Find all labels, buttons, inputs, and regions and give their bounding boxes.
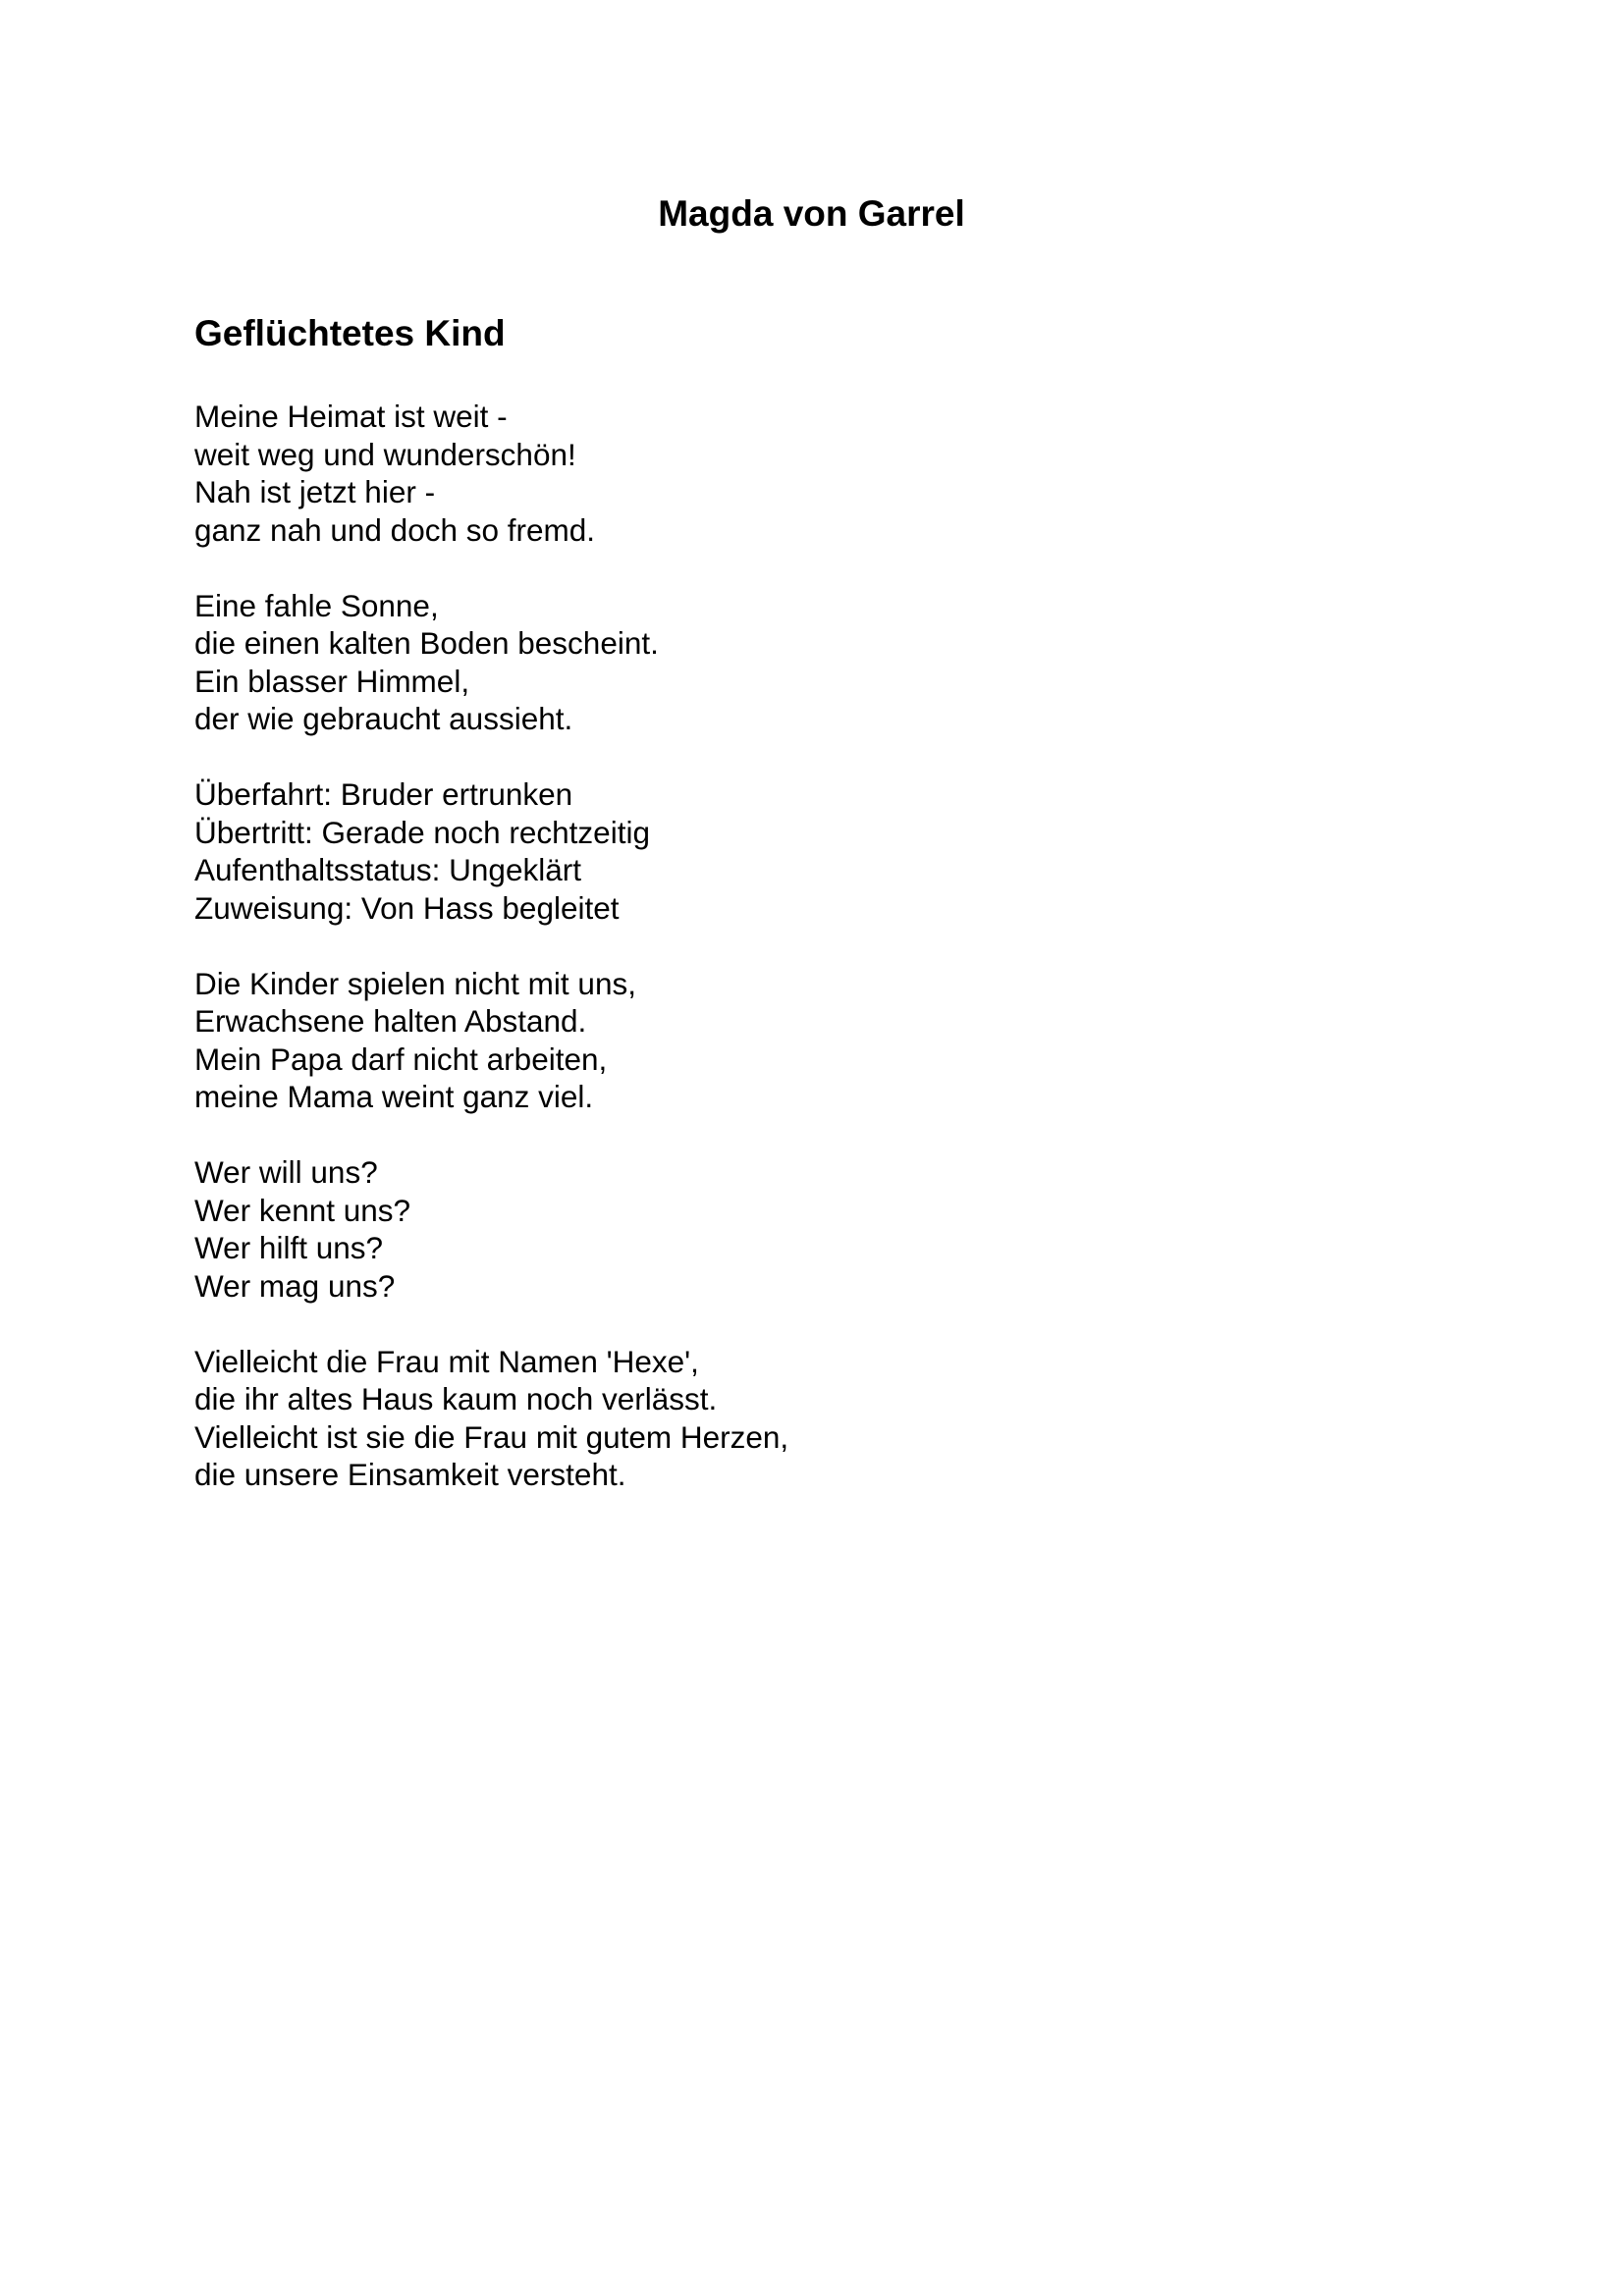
poem-line: Überfahrt: Bruder ertrunken [194,776,573,812]
stanza-3 [194,775,1471,927]
poem-line: ganz nah und doch so fremd. [194,511,596,548]
poem-line: der wie gebraucht aussieht. [194,701,573,736]
poem-line: Nah ist jetzt hier - [194,474,436,509]
poem-line: Erwachsene halten Abstand. [194,1003,587,1039]
poem-line: Meine Heimat ist weit - [194,399,508,434]
poem-body [194,398,1471,1531]
poem-title: Geflüchtetes Kind [194,313,506,353]
author-name: Magda von Garrel [658,193,965,234]
poem-line: Eine fahle Sonne, [194,587,439,623]
poem-line: Wer hilft uns? [194,1230,383,1265]
poem-line: die einen kalten Boden bescheint. [194,625,659,661]
poem-line: Übertritt: Gerade noch rechtzeitig [194,814,650,850]
poem-line: die unsere Einsamkeit versteht. [194,1457,626,1492]
poem-line: Die Kinder spielen nicht mit uns, [194,965,636,1001]
stanza-2 [194,587,1471,738]
poem-line: weit weg und wunderschön! [194,436,576,472]
stanza-4 [194,965,1471,1116]
poem-line: meine Mama weint ganz viel. [194,1079,594,1114]
poem-line: Wer kennt uns? [194,1192,411,1228]
poem-line: Ein blasser Himmel, [194,663,470,699]
poem-line: Vielleicht die Frau mit Namen 'Hexe', [194,1343,699,1379]
poem-line: Mein Papa darf nicht arbeiten, [194,1041,608,1077]
stanza-6 [194,1343,1471,1494]
poem-line: Wer will uns? [194,1154,378,1190]
poem-line: Zuweisung: Von Hass begleitet [194,889,620,926]
poem-line: Vielleicht ist sie die Frau mit gutem Herzen, [194,1418,789,1455]
stanza-5 [194,1153,1471,1305]
poem-line: Wer mag uns? [194,1267,396,1304]
stanza-1 [194,398,1471,549]
poem-line: Aufenthaltsstatus: Ungeklärt [194,852,581,887]
poem-line: die ihr altes Haus kaum noch verlässt. [194,1381,718,1416]
